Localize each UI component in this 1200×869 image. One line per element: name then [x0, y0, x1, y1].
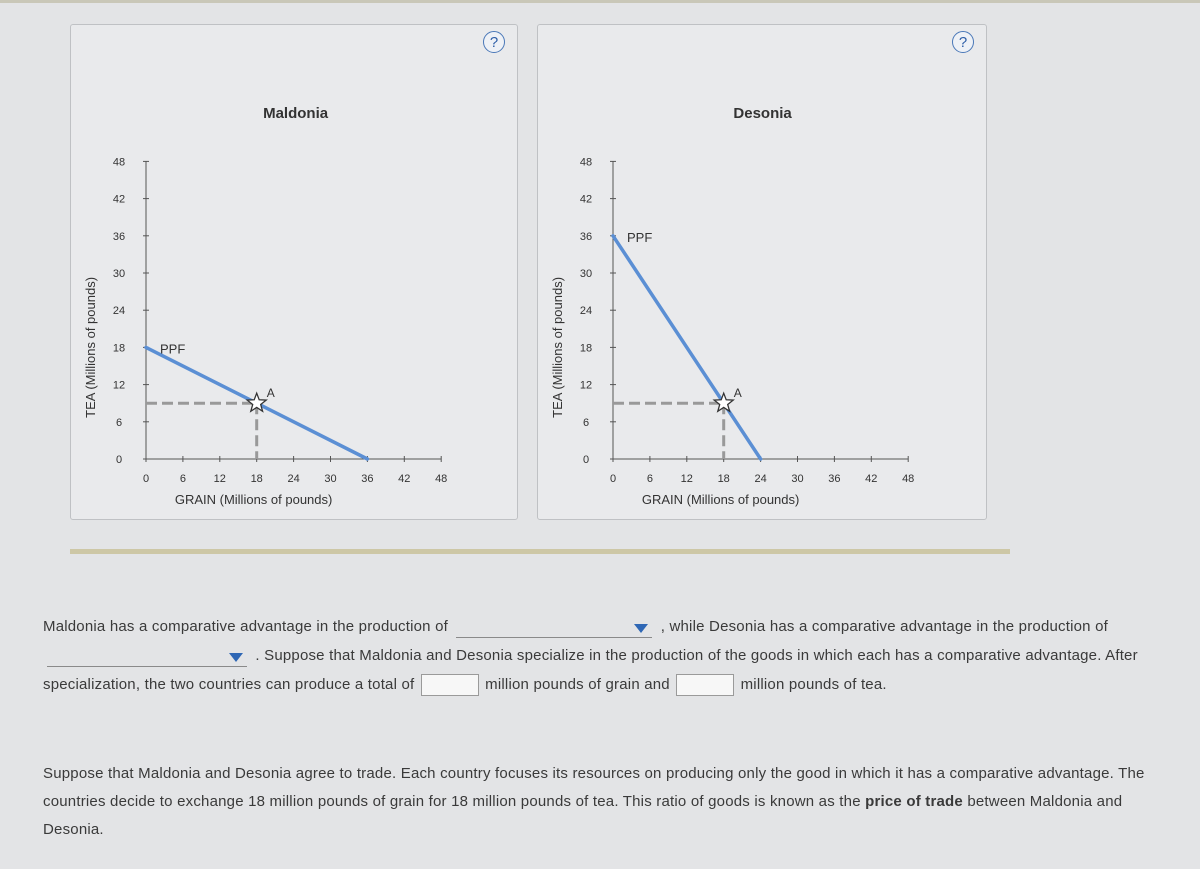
x-tick-label: 48 [435, 473, 448, 485]
y-tick-label: 24 [579, 305, 593, 318]
x-tick-label: 18 [717, 473, 730, 485]
x-tick-label: 42 [865, 473, 878, 485]
x-tick-label: 18 [250, 473, 263, 485]
ppf-line [613, 236, 761, 459]
y-tick-label: 18 [112, 342, 126, 355]
x-tick-label: 12 [680, 473, 693, 485]
y-tick-label: 12 [112, 379, 126, 392]
point-a-label: A [266, 386, 275, 401]
tea-total-input[interactable] [676, 674, 734, 696]
x-axis-title: GRAIN (Millions of pounds) [174, 492, 333, 507]
y-tick-label: 48 [112, 156, 126, 169]
x-axis-title: GRAIN (Millions of pounds) [641, 492, 800, 507]
x-tick-label: 42 [398, 473, 411, 485]
question-part-5: million pounds of tea. [740, 676, 887, 693]
y-tick-label: 48 [579, 156, 593, 169]
y-tick-label: 30 [112, 268, 126, 280]
y-tick-label: 0 [582, 454, 590, 466]
x-tick-label: 48 [902, 473, 915, 485]
y-tick-label: 36 [579, 230, 593, 243]
chevron-down-icon [634, 624, 648, 633]
trade-paragraph-end: between Maldonia and Desonia. [43, 793, 1123, 838]
help-button[interactable]: ? [483, 31, 505, 53]
y-tick-label: 42 [112, 193, 126, 206]
question-part-1: Maldonia has a comparative advantage in the production of [43, 618, 448, 635]
comparative-advantage-dropdown-2[interactable] [47, 646, 247, 667]
x-tick-label: 30 [791, 473, 804, 485]
chart-title: Desonia [733, 105, 792, 122]
x-tick-label: 0 [609, 473, 617, 485]
ppf-label: PPF [160, 341, 186, 357]
comparative-advantage-dropdown-1[interactable] [456, 617, 652, 638]
x-tick-label: 12 [213, 473, 226, 485]
trade-paragraph [43, 760, 1153, 844]
y-tick-label: 30 [579, 268, 593, 280]
x-tick-label: 30 [324, 473, 337, 485]
trade-paragraph-text: Suppose that Maldonia and Desonia agree to trade. Each country focuses its resources on producing only the good in which it has a comparative advantage. The countries decide to exchange 18 million pounds of grain for 18 million pounds of tea. This ratio of goods is known as the [43, 765, 1145, 810]
maldonia-chart [71, 25, 517, 519]
question-part-2: , while Desonia has a comparative advantage in the production of [660, 618, 1108, 635]
price-of-trade-term: price of trade [865, 793, 963, 810]
x-tick-label: 6 [179, 473, 186, 485]
y-tick-label: 0 [115, 454, 123, 466]
y-tick-label: 36 [112, 230, 126, 243]
x-tick-label: 0 [142, 473, 150, 485]
chart-title: Maldonia [263, 105, 329, 122]
y-axis-title: TEA (Millions of pounds) [550, 276, 565, 418]
y-axis-title: TEA (Millions of pounds) [83, 276, 98, 418]
desonia-chart [538, 25, 986, 519]
question-part-3: . Suppose that Maldonia and Desonia specialize in the production of the goods in which each has a comparative advantage. After specialization, the two countries can produce a total of [43, 647, 1138, 693]
grain-total-input[interactable] [421, 674, 479, 696]
y-tick-label: 24 [112, 305, 126, 318]
section-divider [70, 549, 1010, 554]
y-tick-label: 42 [579, 193, 593, 206]
x-tick-label: 24 [287, 473, 300, 485]
y-tick-label: 12 [579, 379, 593, 392]
maldonia-graph-panel [70, 24, 518, 520]
question-text [43, 612, 1153, 699]
x-tick-label: 36 [361, 473, 374, 485]
help-button[interactable]: ? [952, 31, 974, 53]
y-tick-label: 6 [582, 416, 590, 429]
x-tick-label: 6 [646, 473, 653, 485]
x-tick-label: 36 [828, 473, 841, 485]
point-a-label: A [733, 386, 742, 401]
question-part-4: million pounds of grain and [485, 676, 670, 693]
desonia-graph-panel [537, 24, 987, 520]
top-divider [0, 0, 1200, 3]
y-tick-label: 18 [579, 342, 593, 355]
chevron-down-icon [229, 653, 243, 662]
y-tick-label: 6 [115, 416, 123, 429]
ppf-label: PPF [627, 229, 653, 245]
x-tick-label: 24 [754, 473, 767, 485]
